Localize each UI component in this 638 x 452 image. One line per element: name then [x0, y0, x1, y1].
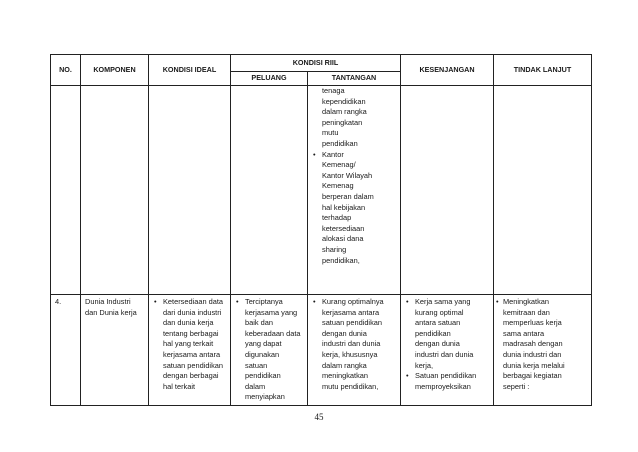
- cell-tindak-lanjut-empty: [494, 86, 592, 295]
- cell-kondisi-ideal-empty: [149, 86, 231, 295]
- header-kondisi-ideal: KONDISI IDEAL: [149, 55, 231, 86]
- list-item: • Kerja sama yang kurang optimal antara satuan pendidikan dengan dunia industri dan dunia kerja,: [405, 297, 489, 371]
- header-kondisi-riil: KONDISI RIIL: [231, 55, 401, 72]
- header-kesenjangan: KESENJANGAN: [401, 55, 494, 86]
- header-komponen: KOMPONEN: [81, 55, 149, 86]
- table-row-4: [51, 295, 592, 406]
- peluang-continued-text: tenaga kependidikan dalam rangka peningkatan mutu pendidikan: [322, 86, 367, 148]
- cell-kesenjangan-empty: [401, 86, 494, 295]
- list-item: • Meningkatkan kemitraan dan memperluas kerja sama antara madrasah dengan dunia industri dan dunia kerja melalui berbagai kegiatan seperti :: [496, 297, 587, 392]
- list-item: • Ketersediaan data dari dunia industri dan dunia kerja tentang berbagai hal yang terkait kerjasama antara satuan pendidikan dengan berbagai hal terkait: [153, 297, 226, 392]
- list-item: • Satuan pendidikan memproyeksikan: [405, 371, 489, 392]
- cell-kondisi-ideal: [149, 295, 231, 406]
- program-table: [50, 54, 592, 406]
- cell-tindak-lanjut: [494, 295, 592, 406]
- cell-no: 4.: [51, 295, 81, 406]
- list-item: • Terciptanya kerjasama yang baik dan keberadaan data yang dapat digunakan satuan pendidikan dalam menyiapkan: [235, 297, 303, 403]
- cell-kesenjangan: [401, 295, 494, 406]
- cell-kondisi-ideal-continued: [231, 86, 308, 295]
- header-tantangan: TANTANGAN: [308, 72, 401, 86]
- cell-peluang: [231, 295, 308, 406]
- cell-komponen-empty: [81, 86, 149, 295]
- cell-tantangan: [308, 295, 401, 406]
- header-peluang: PELUANG: [231, 72, 308, 86]
- header-no: NO.: [51, 55, 81, 86]
- list-item: • Kurang optimalnya kerjasama antara satuan pendidikan dengan dunia industri dan dunia kerja, khususnya dalam rangka meningkatkan mutu pendidikan,: [312, 297, 396, 392]
- peluang-bullet-list: [312, 150, 396, 267]
- cell-peluang-continued: [308, 86, 401, 295]
- cell-no-empty: [51, 86, 81, 295]
- cell-komponen: Dunia Industri dan Dunia kerja: [81, 295, 149, 406]
- list-item: • Kantor Kemenag/ Kantor Wilayah Kemenag berperan dalam hal kebijakan terhadap ketersediaan alokasi dana sharing pendidikan,: [312, 150, 396, 267]
- table-row-continuation: [51, 86, 592, 295]
- page-number: 45: [314, 412, 324, 422]
- header-tindak-lanjut: TINDAK LANJUT: [494, 55, 592, 86]
